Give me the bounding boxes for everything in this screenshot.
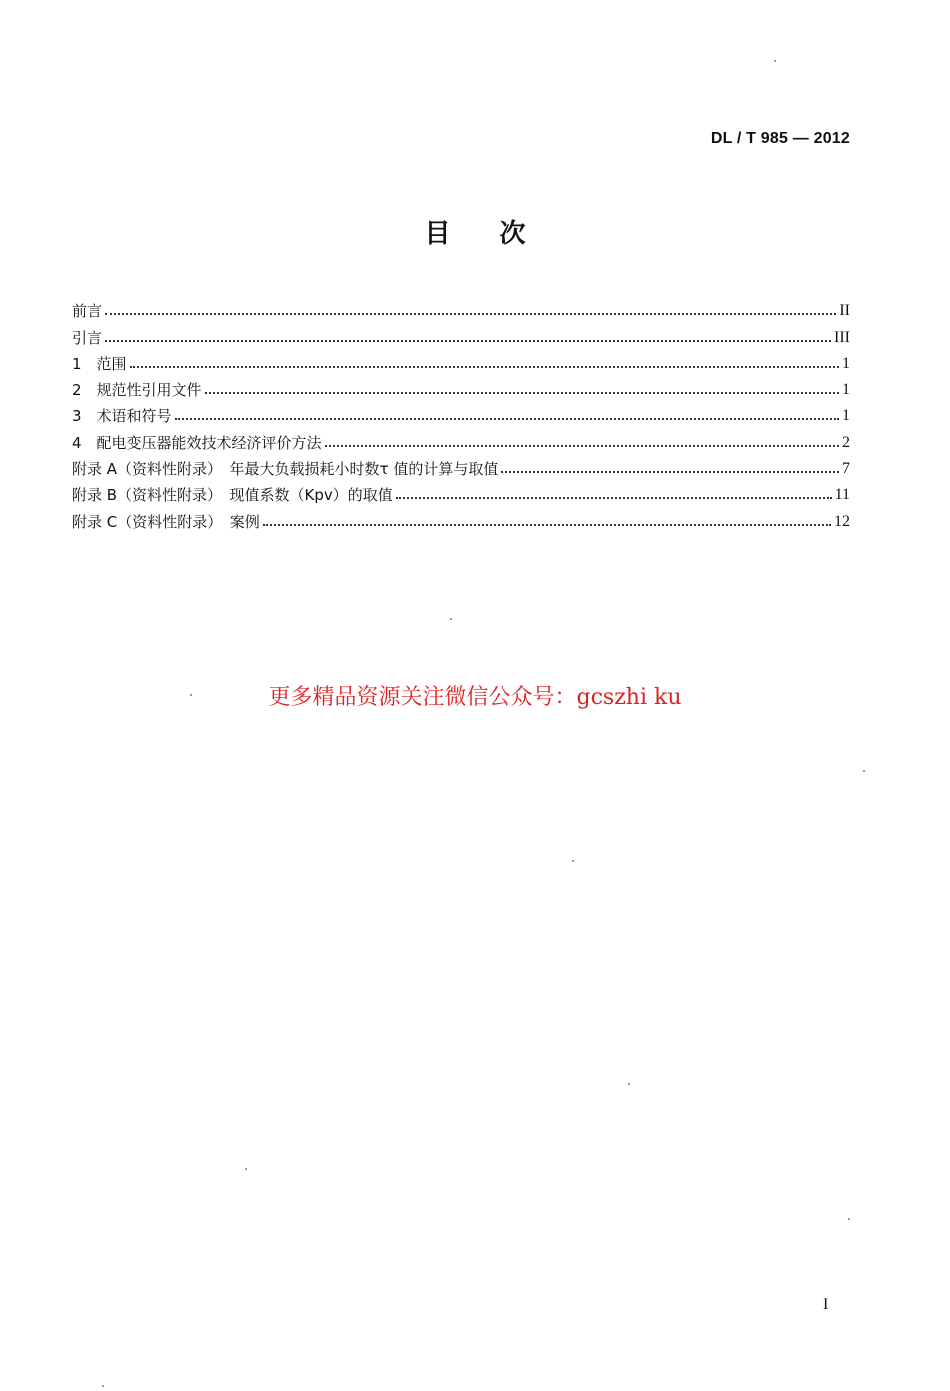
toc-entry-page: 12	[834, 512, 850, 530]
scan-speck	[774, 60, 776, 62]
leader-dots	[105, 313, 836, 315]
scan-speck	[190, 694, 192, 696]
toc-entry-terms-symbols[interactable]	[72, 399, 850, 425]
toc-entry-label: 前言	[72, 302, 103, 321]
toc-entry-page: 1	[842, 354, 850, 372]
scan-speck	[628, 1083, 630, 1085]
toc-entry-label: 附录 A（资料性附录） 年最大负载损耗小时数τ 值的计算与取值	[72, 460, 499, 479]
scan-speck	[848, 1218, 850, 1220]
leader-dots	[263, 524, 831, 526]
leader-dots	[105, 340, 831, 342]
toc-entry-page: 1	[842, 381, 850, 399]
toc-entry-label: 附录 B（资料性附录） 现值系数（Kpv）的取值	[72, 486, 393, 505]
toc-title-part2: 次	[499, 219, 526, 249]
toc-entry-appendix-a[interactable]	[72, 452, 850, 478]
leader-dots	[130, 366, 839, 368]
toc-entry-label: 1 范围	[72, 354, 127, 373]
toc-entry-foreword[interactable]	[72, 294, 850, 320]
toc-entry-scope[interactable]	[72, 347, 850, 373]
scan-speck	[572, 860, 574, 862]
toc-entry-introduction[interactable]	[72, 320, 850, 346]
toc-entry-evaluation-method[interactable]	[72, 425, 850, 451]
scan-speck	[102, 1385, 104, 1387]
leader-dots	[501, 471, 839, 473]
toc-entry-page: 2	[842, 433, 850, 451]
toc-entry-appendix-b[interactable]	[72, 478, 850, 504]
table-of-contents	[72, 294, 850, 531]
leader-dots	[205, 392, 839, 394]
leader-dots	[175, 418, 839, 420]
document-code: DL / T 985 — 2012	[710, 130, 850, 147]
leader-dots	[325, 445, 839, 447]
toc-entry-label: 3 术语和符号	[72, 407, 172, 426]
toc-title	[0, 213, 950, 250]
toc-entry-page: III	[834, 328, 850, 346]
toc-entry-label: 2 规范性引用文件	[72, 381, 202, 400]
toc-title-part1: 目	[424, 219, 451, 249]
toc-entry-page: 11	[834, 486, 850, 504]
toc-entry-normative-references[interactable]	[72, 373, 850, 399]
toc-entry-label: 引言	[72, 328, 103, 347]
page-number: I	[823, 1296, 829, 1313]
toc-entry-page: II	[839, 302, 850, 320]
toc-entry-page: 7	[842, 460, 850, 478]
scan-speck	[863, 770, 865, 772]
scan-speck	[450, 618, 452, 620]
leader-dots	[396, 497, 832, 499]
toc-entry-page: 1	[842, 407, 850, 425]
watermark-notice: 更多精品资源关注微信公众号：gcszhi ku	[268, 685, 682, 710]
toc-entry-label: 附录 C（资料性附录） 案例	[72, 512, 260, 531]
toc-entry-appendix-c[interactable]	[72, 504, 850, 530]
toc-entry-label: 4 配电变压器能效技术经济评价方法	[72, 433, 322, 452]
scan-speck	[245, 1168, 247, 1170]
